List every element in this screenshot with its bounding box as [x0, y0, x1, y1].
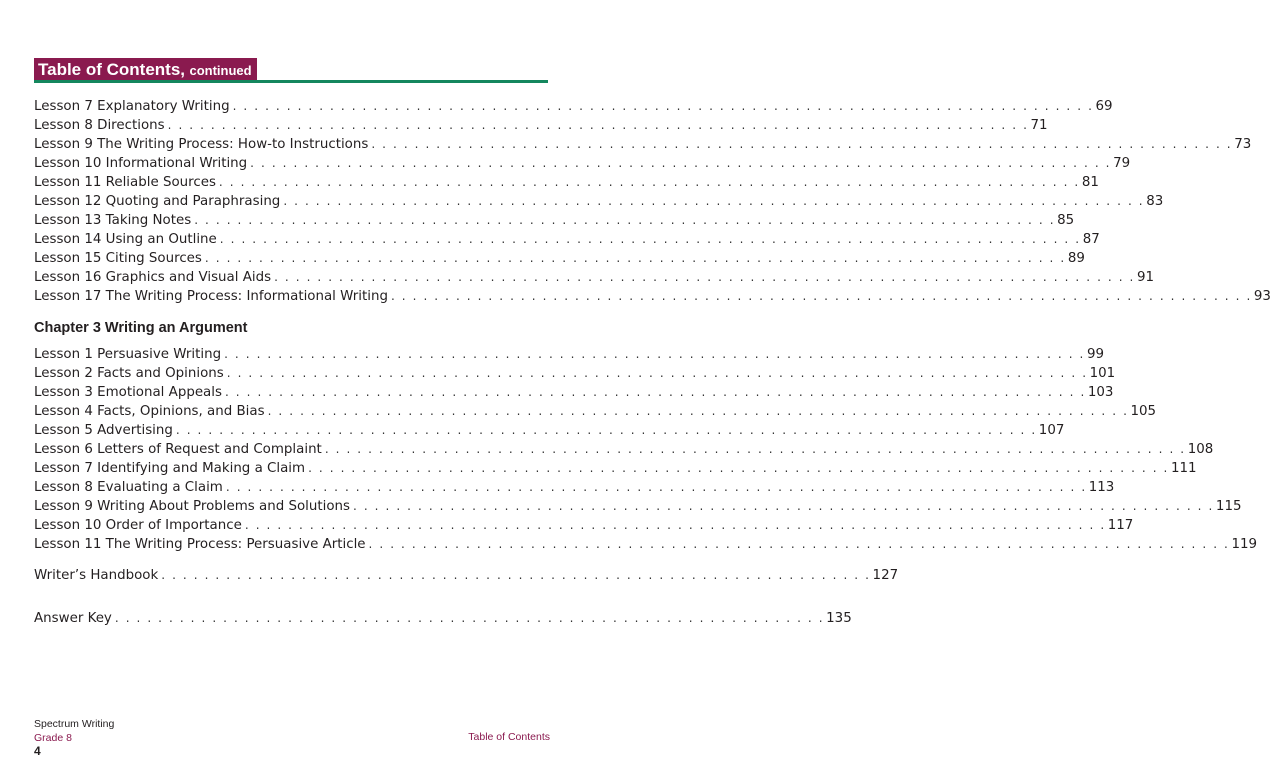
section-title: Table of Contents,: [38, 60, 186, 79]
entry-title: Lesson 10 Informational Writing: [34, 156, 248, 171]
toc-entry: [34, 97, 1113, 116]
toc-entry: [34, 364, 1116, 383]
entry-title: Lesson 17 The Writing Process: Informational Writing: [34, 289, 388, 304]
entry-title: Lesson 8 Evaluating a Claim: [34, 480, 223, 495]
entry-title: Lesson 5 Advertising: [34, 423, 173, 438]
entry-title: Lesson 1 Persuasive Writing: [34, 347, 222, 362]
entry-page: 83: [1146, 194, 1164, 209]
entry-page: 111: [1170, 461, 1197, 476]
toc-entry: [34, 192, 1164, 211]
continued-label: continued: [189, 63, 252, 78]
dot-leader: . . . . . . . . . . . . . . . . . . . . . . . . . . . . . . . . . . . . . . . . . . . . . . . . . . . . . . . . . . . . . . . . . . . . . . . . . . . . . . . .: [368, 537, 1230, 551]
toc-entry: [34, 516, 1134, 535]
entry-title: Lesson 10 Order of Importance: [34, 518, 242, 533]
entry-page: 103: [1087, 385, 1114, 400]
dot-leader: . . . . . . . . . . . . . . . . . . . . . . . . . . . . . . . . . . . . . . . . . . . . . . . . . . . . . . . . . . . . . . . . . . . . . . . . . . . . . . . .: [267, 404, 1129, 418]
dot-leader: . . . . . . . . . . . . . . . . . . . . . . . . . . . . . . . . . . . . . . . . . . . . . . . . . . . . . . . . . . . . . . . . . .: [161, 568, 871, 582]
footer-book-info: [34, 718, 114, 759]
toc-entry: [34, 116, 1048, 135]
entry-page: 89: [1067, 251, 1085, 266]
toc-entry: [34, 211, 1075, 230]
footer-book-title: Spectrum Writing: [34, 718, 115, 730]
dot-leader: . . . . . . . . . . . . . . . . . . . . . . . . . . . . . . . . . . . . . . . . . . . . . . . . . . . . . . . . . . . . . . . . . . . . . . . . . . . . . . . .: [250, 156, 1112, 170]
toc-entry: [34, 287, 1271, 306]
entry-page: 69: [1095, 99, 1113, 114]
dot-leader: . . . . . . . . . . . . . . . . . . . . . . . . . . . . . . . . . . . . . . . . . . . . . . . . . . . . . . . . . . . . . . . . . . . . . . . . . . . . . . . .: [226, 366, 1088, 380]
toc-entry: [34, 459, 1197, 478]
toc-entry: [34, 154, 1131, 173]
toc-entry: [34, 135, 1252, 154]
entry-page: 81: [1081, 175, 1099, 190]
toc-entry: [34, 268, 1155, 287]
dot-leader: . . . . . . . . . . . . . . . . . . . . . . . . . . . . . . . . . . . . . . . . . . . . . . . . . . . . . . . . . . . . . . . . . .: [114, 611, 825, 625]
toc-entry: [34, 421, 1065, 440]
dot-leader: . . . . . . . . . . . . . . . . . . . . . . . . . . . . . . . . . . . . . . . . . . . . . . . . . . . . . . . . . . . . . . . . . . . . . . . . . . . . . . . .: [194, 213, 1056, 227]
table-of-contents: [34, 97, 1271, 628]
entry-title: Lesson 15 Citing Sources: [34, 251, 202, 266]
toc-entry-writers-handbook: [34, 566, 899, 585]
dot-leader: . . . . . . . . . . . . . . . . . . . . . . . . . . . . . . . . . . . . . . . . . . . . . . . . . . . . . . . . . . . . . . . . . . . . . . . . . . . . . . . .: [232, 99, 1094, 113]
dot-leader: . . . . . . . . . . . . . . . . . . . . . . . . . . . . . . . . . . . . . . . . . . . . . . . . . . . . . . . . . . . . . . . . . . . . . . . . . . . . . . . .: [324, 442, 1186, 456]
entry-page: 115: [1215, 499, 1242, 514]
entry-title: Lesson 11 The Writing Process: Persuasive Article: [34, 537, 366, 552]
toc-entry: [34, 345, 1105, 364]
entry-page: 119: [1231, 537, 1258, 552]
dot-leader: . . . . . . . . . . . . . . . . . . . . . . . . . . . . . . . . . . . . . . . . . . . . . . . . . . . . . . . . . . . . . . . . . . . . . . . . . . . . . . . .: [353, 499, 1214, 513]
entry-title: Lesson 8 Directions: [34, 118, 165, 133]
entry-title: Lesson 12 Quoting and Paraphrasing: [34, 194, 281, 209]
dot-leader: . . . . . . . . . . . . . . . . . . . . . . . . . . . . . . . . . . . . . . . . . . . . . . . . . . . . . . . . . . . . . . . . . . . . . . . . . . . . . . . .: [219, 232, 1081, 246]
entry-page: 79: [1113, 156, 1131, 171]
dot-leader: . . . . . . . . . . . . . . . . . . . . . . . . . . . . . . . . . . . . . . . . . . . . . . . . . . . . . . . . . . . . . . . . . . . . . . . . . . . . . . . .: [218, 175, 1080, 189]
entry-page: 101: [1089, 366, 1116, 381]
entry-page: 73: [1234, 137, 1252, 152]
entry-title: Answer Key: [34, 611, 112, 626]
toc-entry: [34, 402, 1157, 421]
dot-leader: . . . . . . . . . . . . . . . . . . . . . . . . . . . . . . . . . . . . . . . . . . . . . . . . . . . . . . . . . . . . . . . . . . . . . . . . . . . . . . . .: [224, 347, 1085, 361]
dot-leader: . . . . . . . . . . . . . . . . . . . . . . . . . . . . . . . . . . . . . . . . . . . . . . . . . . . . . . . . . . . . . . . . . . . . . . . . . . . . . . . .: [224, 385, 1086, 399]
entry-page: 107: [1038, 423, 1065, 438]
entry-page: 135: [826, 611, 852, 626]
dot-leader: . . . . . . . . . . . . . . . . . . . . . . . . . . . . . . . . . . . . . . . . . . . . . . . . . . . . . . . . . . . . . . . . . . . . . . . . . . . . . . . .: [244, 518, 1106, 532]
toc-entry: [34, 497, 1242, 516]
entry-title: Lesson 9 The Writing Process: How-to Instructions: [34, 137, 369, 152]
toc-entry: [34, 249, 1085, 268]
toc-entry: [34, 440, 1214, 459]
entry-title: Writer’s Handbook: [34, 568, 159, 583]
page-number: 4: [34, 744, 41, 758]
section-title-banner: [34, 58, 257, 80]
entry-page: 127: [872, 568, 899, 583]
toc-entry: [34, 383, 1114, 402]
entry-page: 93: [1253, 289, 1271, 304]
footer-section-label: Table of Contents: [468, 731, 550, 743]
entry-title: Lesson 3 Emotional Appeals: [34, 385, 222, 400]
entry-page: 91: [1136, 270, 1155, 285]
toc-entry: [34, 230, 1100, 249]
dot-leader: . . . . . . . . . . . . . . . . . . . . . . . . . . . . . . . . . . . . . . . . . . . . . . . . . . . . . . . . . . . . . . . . . . . . . . . . . . . . . . . .: [283, 194, 1145, 208]
chapter-heading: Chapter 3 Writing an Argument: [34, 320, 248, 336]
entry-page: 85: [1057, 213, 1075, 228]
entry-title: Lesson 6 Letters of Request and Complaint: [34, 442, 322, 457]
entry-title: Lesson 14 Using an Outline: [34, 232, 217, 247]
dot-leader: . . . . . . . . . . . . . . . . . . . . . . . . . . . . . . . . . . . . . . . . . . . . . . . . . . . . . . . . . . . . . . . . . . . . . . . . . . . . . . . .: [167, 118, 1029, 132]
entry-page: 113: [1088, 480, 1115, 495]
entry-title: Lesson 7 Identifying and Making a Claim: [34, 461, 306, 476]
entry-title: Lesson 4 Facts, Opinions, and Bias: [34, 404, 265, 419]
entry-title: Lesson 11 Reliable Sources: [34, 175, 216, 190]
entry-page: 105: [1130, 404, 1157, 419]
dot-leader: . . . . . . . . . . . . . . . . . . . . . . . . . . . . . . . . . . . . . . . . . . . . . . . . . . . . . . . . . . . . . . . . . . . . . . . . . . . . . . . .: [390, 289, 1252, 303]
entry-title: Lesson 7 Explanatory Writing: [34, 99, 230, 114]
entry-title: Lesson 2 Facts and Opinions: [34, 366, 224, 381]
entry-title: Lesson 16 Graphics and Visual Aids: [34, 270, 272, 285]
entry-title: Lesson 13 Taking Notes: [34, 213, 192, 228]
toc-entry: [34, 478, 1115, 497]
lesson-list-chapter-3: [34, 345, 1258, 554]
entry-title: Lesson 9 Writing About Problems and Solutions: [34, 499, 351, 514]
footer-grade: Grade 8: [34, 731, 72, 744]
dot-leader: . . . . . . . . . . . . . . . . . . . . . . . . . . . . . . . . . . . . . . . . . . . . . . . . . . . . . . . . . . . . . . . . . . . . . . . . . . . . . . . .: [274, 270, 1135, 284]
toc-entry: [34, 535, 1258, 554]
dot-leader: . . . . . . . . . . . . . . . . . . . . . . . . . . . . . . . . . . . . . . . . . . . . . . . . . . . . . . . . . . . . . . . . . . . . . . . . . . . . . . . .: [175, 423, 1037, 437]
header-rule: [34, 80, 548, 83]
dot-leader: . . . . . . . . . . . . . . . . . . . . . . . . . . . . . . . . . . . . . . . . . . . . . . . . . . . . . . . . . . . . . . . . . . . . . . . . . . . . . . . .: [225, 480, 1087, 494]
dot-leader: . . . . . . . . . . . . . . . . . . . . . . . . . . . . . . . . . . . . . . . . . . . . . . . . . . . . . . . . . . . . . . . . . . . . . . . . . . . . . . . .: [204, 251, 1066, 265]
entry-page: 71: [1030, 118, 1048, 133]
dot-leader: . . . . . . . . . . . . . . . . . . . . . . . . . . . . . . . . . . . . . . . . . . . . . . . . . . . . . . . . . . . . . . . . . . . . . . . . . . . . . . . .: [308, 461, 1169, 475]
toc-entry: [34, 173, 1099, 192]
toc-entry-answer-key: [34, 609, 852, 628]
entry-page: 108: [1187, 442, 1214, 457]
dot-leader: . . . . . . . . . . . . . . . . . . . . . . . . . . . . . . . . . . . . . . . . . . . . . . . . . . . . . . . . . . . . . . . . . . . . . . . . . . . . . . . .: [371, 137, 1233, 151]
entry-page: 117: [1107, 518, 1134, 533]
lesson-list-chapter-2: [34, 97, 1271, 306]
entry-page: 99: [1086, 347, 1105, 362]
entry-page: 87: [1082, 232, 1100, 247]
